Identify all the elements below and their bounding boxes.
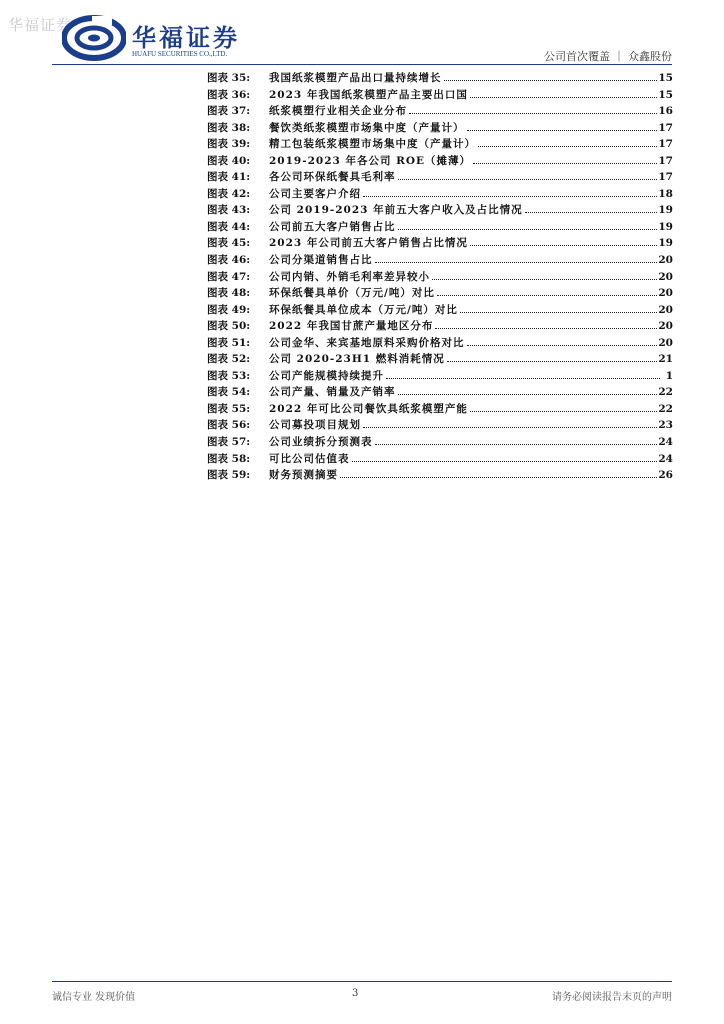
toc-entry-title[interactable]: 公司募投项目规划	[269, 419, 361, 432]
toc-entry-page[interactable]: 19	[658, 204, 673, 217]
toc-entry[interactable]	[207, 153, 673, 170]
toc-entry-page[interactable]: 19	[658, 237, 673, 250]
logo-english-name: HUAFU SECURITIES CO.,LTD.	[132, 50, 228, 58]
toc-entry-label: 图表 38:	[207, 121, 251, 134]
toc-dot-leader	[478, 146, 657, 147]
toc-entry-title[interactable]: 2023 年公司前五大客户销售占比情况	[269, 237, 468, 250]
toc-entry[interactable]	[207, 70, 673, 87]
toc-entry-page[interactable]: 19	[658, 220, 673, 233]
toc-entry-page[interactable]: 22	[658, 402, 673, 415]
toc-entry-label: 图表 37:	[207, 105, 251, 118]
footer-divider	[52, 981, 672, 982]
toc-entry-page[interactable]: 15	[658, 72, 673, 84]
toc-entry-title[interactable]: 公司金华、来宾基地原料采购价格对比	[269, 336, 465, 349]
toc-entry[interactable]	[207, 384, 673, 401]
toc-entry-page[interactable]: 26	[658, 469, 673, 482]
footer-disclaimer: 请务必阅读报告末页的声明	[552, 992, 672, 1003]
toc-entry-title[interactable]: 公司分渠道销售占比	[269, 254, 373, 267]
toc-entry-label: 图表 50:	[207, 320, 251, 333]
toc-entry[interactable]	[207, 269, 673, 286]
toc-entry-title[interactable]: 公司前五大客户销售占比	[269, 220, 396, 233]
toc-entry-label: 图表 39:	[207, 138, 251, 151]
toc-entry-title[interactable]: 财务预测摘要	[269, 469, 338, 482]
toc-dot-leader	[386, 378, 660, 379]
toc-dot-leader	[525, 212, 658, 213]
toc-entry-label: 图表 59:	[207, 469, 251, 482]
toc-dot-leader	[398, 229, 658, 230]
toc-entry-label: 图表 46:	[207, 254, 251, 267]
toc-entry[interactable]	[207, 103, 673, 120]
toc-dot-leader	[363, 196, 657, 197]
toc-entry-label: 图表 40:	[207, 154, 251, 167]
toc-entry-label: 图表 42:	[207, 187, 251, 200]
toc-entry-title[interactable]: 精工包装纸浆模塑市场集中度（产量计）	[269, 138, 476, 151]
toc-entry-page[interactable]: 22	[658, 386, 673, 399]
toc-entry[interactable]	[207, 285, 673, 302]
toc-dot-leader	[340, 477, 657, 478]
toc-dot-leader	[352, 461, 658, 462]
toc-entry-page[interactable]: 18	[658, 187, 673, 200]
toc-entry-label: 图表 43:	[207, 204, 251, 217]
toc-entry[interactable]	[207, 401, 673, 418]
toc-entry-page[interactable]: 20	[658, 303, 673, 316]
toc-entry[interactable]	[207, 186, 673, 203]
toc-dot-leader	[444, 80, 658, 81]
toc-entry-label: 图表 54:	[207, 386, 251, 399]
logo-chinese-name: 华福证券	[132, 24, 240, 52]
toc-entry-title[interactable]: 环保纸餐具单位成本（万元/吨）对比	[269, 303, 458, 316]
toc-entry[interactable]	[207, 451, 673, 468]
toc-entry-title[interactable]: 纸浆模塑行业相关企业分布	[269, 105, 407, 118]
toc-entry-label: 图表 51:	[207, 336, 251, 349]
toc-entry[interactable]	[207, 252, 673, 269]
toc-entry[interactable]	[207, 169, 673, 186]
toc-entry-title[interactable]: 餐饮类纸浆模塑市场集中度（产量计）	[269, 121, 465, 134]
toc-entry[interactable]	[207, 219, 673, 236]
report-type-label: 公司首次覆盖 ｜ 众鑫股份	[544, 50, 672, 63]
toc-dot-leader	[375, 444, 658, 445]
toc-entry[interactable]	[207, 136, 673, 153]
toc-dot-leader	[467, 345, 658, 346]
footer-slogan: 诚信专业 发现价值	[52, 992, 136, 1003]
toc-entry[interactable]	[207, 302, 673, 319]
toc-entry-title[interactable]: 环保纸餐具单价（万元/吨）对比	[269, 287, 435, 300]
toc-dot-leader	[470, 97, 657, 98]
toc-entry-page[interactable]: 24	[658, 436, 673, 449]
toc-dot-leader	[460, 312, 658, 313]
toc-entry-title[interactable]: 公司 2019-2023 年前五大客户收入及占比情况	[269, 204, 523, 217]
toc-entry[interactable]	[207, 434, 673, 451]
toc-entry-label: 图表 55:	[207, 402, 251, 415]
company-logo	[62, 14, 272, 62]
toc-entry-label: 图表 49:	[207, 303, 251, 316]
toc-entry-page[interactable]: 1	[665, 369, 673, 382]
toc-dot-leader	[432, 279, 657, 280]
toc-entry-title[interactable]: 2023 年我国纸浆模塑产品主要出口国	[269, 88, 468, 101]
toc-entry-page[interactable]: 20	[658, 287, 673, 300]
toc-dot-leader	[409, 113, 657, 114]
toc-entry-label: 图表 35:	[207, 72, 251, 84]
page-number: 3	[352, 988, 359, 999]
toc-entry[interactable]	[207, 467, 673, 484]
toc-entry-title[interactable]: 公司产量、销量及产销率	[269, 386, 396, 399]
toc-dot-leader	[470, 411, 657, 412]
toc-entry[interactable]	[207, 120, 673, 137]
toc-entry-title[interactable]: 各公司环保纸餐具毛利率	[269, 171, 396, 184]
toc-entry-label: 图表 52:	[207, 353, 251, 366]
toc-entry-page[interactable]: 20	[658, 270, 673, 283]
toc-entry[interactable]	[207, 351, 673, 368]
watermark-text: 华福证券	[8, 16, 73, 34]
toc-entry-page[interactable]: 21	[658, 353, 673, 366]
toc-entry-label: 图表 56:	[207, 419, 251, 432]
toc-entry-title[interactable]: 我国纸浆模塑产品出口量持续增长	[269, 72, 442, 84]
toc-entry-label: 图表 48:	[207, 287, 251, 300]
toc-dot-leader	[473, 163, 657, 164]
toc-entry[interactable]	[207, 417, 673, 434]
toc-entry[interactable]	[207, 87, 673, 104]
toc-entry-label: 图表 58:	[207, 452, 251, 465]
toc-dot-leader	[467, 130, 658, 131]
toc-dot-leader	[375, 262, 658, 263]
figure-index-list	[207, 70, 673, 484]
toc-dot-leader	[447, 361, 658, 362]
toc-dot-leader	[398, 179, 658, 180]
toc-entry[interactable]	[207, 335, 673, 352]
toc-dot-leader	[437, 295, 658, 296]
toc-entry-label: 图表 57:	[207, 436, 251, 449]
toc-entry-page[interactable]: 17	[658, 121, 673, 134]
toc-entry-page[interactable]: 23	[658, 419, 673, 432]
toc-entry-page[interactable]: 20	[658, 320, 673, 333]
toc-dot-leader	[398, 394, 658, 395]
toc-entry[interactable]	[207, 368, 673, 385]
toc-entry-title[interactable]: 可比公司估值表	[269, 452, 350, 465]
toc-entry-page[interactable]: 16	[658, 105, 673, 118]
toc-entry-title[interactable]: 公司主要客户介绍	[269, 187, 361, 200]
toc-entry-title[interactable]: 公司业绩拆分预测表	[269, 436, 373, 449]
toc-entry-page[interactable]: 20	[658, 336, 673, 349]
toc-entry-title[interactable]: 2022 年可比公司餐饮具纸浆模塑产能	[269, 402, 468, 415]
toc-entry-label: 图表 36:	[207, 88, 251, 101]
header-divider	[52, 64, 672, 65]
toc-entry-title[interactable]: 公司 2020-23H1 燃料消耗情况	[269, 353, 445, 366]
toc-entry-page[interactable]: 17	[658, 171, 673, 184]
toc-entry-page[interactable]: 15	[658, 88, 673, 101]
toc-entry-title[interactable]: 公司产能规模持续提升	[269, 369, 384, 382]
toc-entry-label: 图表 53:	[207, 369, 251, 382]
toc-entry-label: 图表 45:	[207, 237, 251, 250]
toc-entry-label: 图表 44:	[207, 220, 251, 233]
toc-entry-page[interactable]: 20	[658, 254, 673, 267]
toc-entry[interactable]	[207, 235, 673, 252]
toc-dot-leader	[363, 427, 657, 428]
toc-entry[interactable]	[207, 202, 673, 219]
logo-swirl-icon	[62, 14, 126, 62]
toc-entry-page[interactable]: 17	[658, 154, 673, 167]
toc-entry-page[interactable]: 24	[658, 452, 673, 465]
toc-entry-title[interactable]: 2019-2023 年各公司 ROE（摊薄）	[269, 154, 471, 167]
toc-dot-leader	[470, 245, 657, 246]
toc-entry-label: 图表 47:	[207, 270, 251, 283]
toc-entry-title[interactable]: 公司内销、外销毛利率差异较小	[269, 270, 430, 283]
toc-dot-leader	[435, 328, 657, 329]
toc-entry[interactable]	[207, 318, 673, 335]
toc-entry-title[interactable]: 2022 年我国甘蔗产量地区分布	[269, 320, 434, 333]
toc-entry-label: 图表 41:	[207, 171, 251, 184]
toc-entry-page[interactable]: 17	[658, 138, 673, 151]
